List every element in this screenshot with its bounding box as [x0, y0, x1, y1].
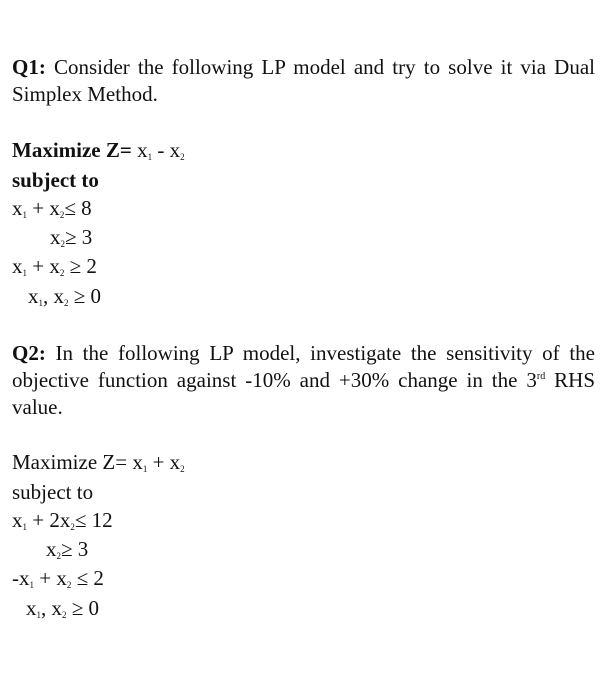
q1-c3-b: x: [49, 254, 60, 278]
q1-c1-bs: 2: [59, 210, 65, 220]
q2-c1-a: x: [12, 508, 23, 532]
q2-c3-b: x: [56, 566, 67, 590]
q2-c1-rel: ≤ 12: [74, 508, 113, 532]
q2-nn-bs: 2: [62, 610, 67, 620]
q2-nn-rel: ≥ 0: [66, 596, 100, 620]
q1-label: Q1:: [12, 55, 46, 79]
q1-c2-rel: ≥ 3: [65, 225, 93, 249]
q1-c3-as: 1: [22, 268, 27, 278]
q2-nn-a: x: [26, 596, 37, 620]
q2-ordinal: rd: [536, 371, 546, 382]
q2-objective-term-2: x: [169, 450, 181, 474]
q2-subject-to: subject to: [12, 480, 94, 504]
q1-c2-bs: 2: [60, 239, 65, 249]
q1-constraint-3: [12, 252, 97, 280]
q2-nn-sep: ,: [41, 596, 52, 620]
q2-text-before: In the following LP model, investigate the sensitivity of the objective function against -10% and +30% change in the 3: [12, 341, 595, 392]
q1-c3-rel: ≥ 2: [64, 254, 97, 278]
q1-objective-sub-1: 1: [147, 152, 153, 162]
q2-c1-b: x: [59, 508, 71, 532]
q1-constraint-1: [12, 194, 92, 222]
q1-c3-bs: 2: [59, 268, 65, 278]
q2-nonnegativity: [26, 594, 99, 622]
q2-c2-bs: 2: [56, 551, 61, 561]
q1-objective-sub-2: 2: [180, 152, 185, 162]
q1-constraint-2: [50, 223, 92, 251]
q2-objective: [12, 448, 185, 476]
q1-nonnegativity: [28, 282, 101, 310]
q1-objective-term-1: x: [137, 138, 148, 162]
q1-c1-a: x: [12, 196, 23, 220]
q2-constraint-1: [12, 506, 113, 534]
q1-c3-a: x: [12, 254, 23, 278]
q2-c1-bs: 2: [70, 522, 75, 532]
q1-c3-op: +: [27, 254, 50, 278]
q1-nn-bs: 2: [64, 298, 69, 308]
q2-nn-b: x: [51, 596, 62, 620]
q2-objective-op: +: [147, 450, 170, 474]
q1-nn-as: 1: [38, 298, 43, 308]
q1-c2-b: x: [50, 225, 61, 249]
q2-question: [12, 340, 595, 421]
q2-text-after: RHS value.: [12, 368, 595, 419]
q2-objective-term-1: x: [132, 450, 143, 474]
q1-c1-op: +: [27, 196, 50, 220]
q2-c3-a: -x: [12, 566, 30, 590]
q2-c3-as: 1: [29, 580, 34, 590]
q2-c3-bs: 2: [66, 580, 72, 590]
q2-constraint-2: [46, 535, 88, 563]
q1-objective-op: -: [152, 138, 170, 162]
q2-c1-as: 1: [22, 522, 27, 532]
q2-c2-rel: ≥ 3: [61, 537, 89, 561]
q1-text: Consider the following LP model and try to solve it via Dual Simplex Method.: [12, 55, 595, 106]
q2-c3-op: +: [34, 566, 57, 590]
q2-label: Q2:: [12, 341, 46, 365]
q1-nn-rel: ≥ 0: [68, 284, 102, 308]
q2-constraint-3: [12, 564, 104, 592]
q1-objective-term-2: x: [169, 138, 181, 162]
q1-c1-rel: ≤ 8: [64, 196, 92, 220]
q1-nn-sep: ,: [43, 284, 54, 308]
q2-c1-op: + 2: [27, 508, 60, 532]
q1-subject-to: subject to: [12, 168, 99, 192]
q2-nn-as: 1: [36, 610, 41, 620]
q1-c1-as: 1: [22, 210, 27, 220]
q1-nn-b: x: [53, 284, 64, 308]
q1-c1-b: x: [49, 196, 60, 220]
q1-objective-label: Maximize Z=: [12, 138, 132, 162]
q1-question: [12, 54, 595, 108]
q2-c2-b: x: [46, 537, 57, 561]
q2-objective-sub-2: 2: [180, 464, 185, 474]
q2-objective-label: Maximize Z=: [12, 450, 128, 474]
q2-c3-rel: ≤ 2: [71, 566, 104, 590]
q1-objective: [12, 136, 185, 164]
q2-objective-sub-1: 1: [142, 464, 148, 474]
q1-nn-a: x: [28, 284, 39, 308]
